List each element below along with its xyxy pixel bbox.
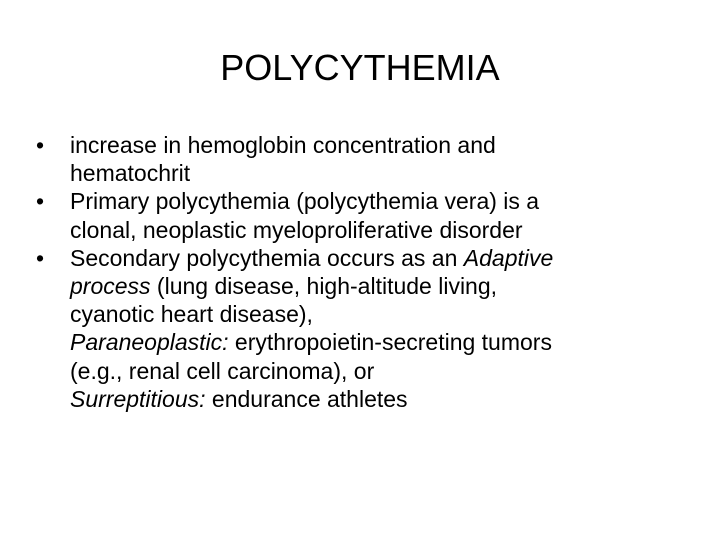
bullet-item-secondary xyxy=(36,244,686,413)
bullet-text: endurance athletes xyxy=(205,385,408,412)
bullet-marker: • xyxy=(36,244,45,271)
bullet-line: increase in hemoglobin concentration and xyxy=(70,132,496,158)
bullet-line: (e.g., renal cell carcinoma), or xyxy=(70,357,375,384)
bullet-text-italic: Surreptitious: xyxy=(70,385,206,412)
bullet-text-italic: Adaptive xyxy=(463,244,554,271)
bullet-list xyxy=(36,131,686,413)
bullet-line xyxy=(70,272,686,300)
bullet-text: Secondary polycythemia occurs as an xyxy=(70,244,464,271)
bullet-item-definition xyxy=(36,131,686,187)
bullet-text: erythropoietin-secreting tumors xyxy=(228,329,552,356)
bullet-item-primary xyxy=(36,187,686,243)
bullet-line xyxy=(70,244,686,272)
bullet-text-italic: Paraneoplastic: xyxy=(70,329,229,356)
bullet-line: Primary polycythemia (polycythemia vera) is a xyxy=(70,188,540,215)
bullet-line xyxy=(70,385,686,413)
bullet-marker: • xyxy=(36,132,45,158)
bullet-line xyxy=(70,328,686,356)
bullet-line: hematochrit xyxy=(70,160,191,187)
bullet-text-italic: process xyxy=(70,273,151,300)
slide-title: POLYCYTHEMIA xyxy=(220,47,500,88)
bullet-line: cyanotic heart disease), xyxy=(70,301,313,328)
bullet-text: (lung disease, high-altitude living, xyxy=(150,273,498,300)
bullet-line: clonal, neoplastic myeloproliferative disorder xyxy=(70,216,523,243)
bullet-marker: • xyxy=(36,188,45,215)
